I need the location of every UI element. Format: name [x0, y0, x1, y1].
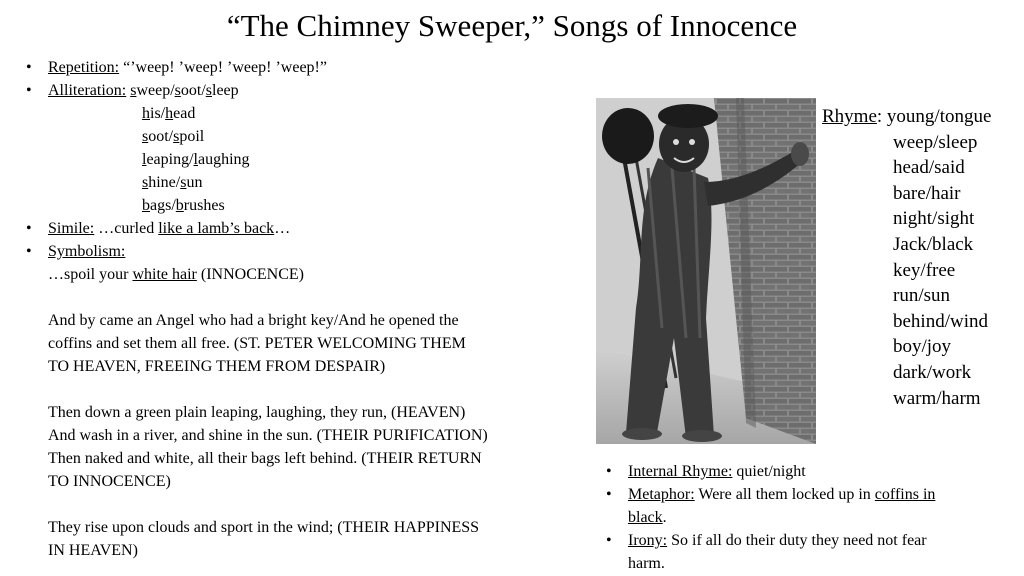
internal-rhyme-label: Internal Rhyme: [628, 463, 733, 480]
rhyme-pair: dark/work [893, 361, 972, 383]
rhyme-label: Rhyme [822, 106, 877, 127]
symbolism-item [22, 240, 592, 263]
rhyme-first-line: Rhyme: young/tongue [822, 106, 992, 127]
rhyme-pair: warm/harm [893, 387, 981, 409]
slide-title: “The Chimney Sweeper,” Songs of Innocence [226, 8, 798, 43]
internal-rhyme-item: • Internal Rhyme: quiet/night [602, 460, 1012, 483]
chimney-sweep-photo [596, 98, 816, 444]
symbolism-paragraph-4: They rise upon clouds and sport in the wind; (THEIR HAPPINESS IN HEAVEN) [48, 519, 480, 559]
rhyme-pair: bare/hair [893, 182, 961, 204]
rhyme-pair: head/said [893, 157, 965, 179]
rhyme-pair: Jack/black [893, 233, 974, 255]
symbolism-line: …spoil your white hair (INNOCENCE) [48, 266, 304, 283]
rhyme-pair: behind/wind [893, 310, 988, 332]
symbolism-paragraph-2: And by came an Angel who had a bright key/And he opened the coffins and set them all free. (ST. PETER WELCOMING THEM TO HEAVEN, FREEING THEM FROM DESPAIR) [48, 312, 466, 375]
irony-item: • Irony: So if all do their duty they need not fear harm. [602, 529, 1012, 575]
alliteration-pair: his/head [142, 105, 196, 122]
alliteration-pair: shine/sun [142, 174, 203, 191]
rhyme-pair: run/sun [893, 285, 950, 307]
alliteration-label: Alliteration: [48, 82, 127, 99]
simile-item: • Simile: …curled like a lamb’s back… [22, 217, 592, 240]
rhyme-pair: weep/sleep [893, 131, 978, 153]
simile-label: Simile: [48, 220, 95, 237]
rhyme-pair: boy/joy [893, 336, 952, 358]
irony-label: Irony: [628, 532, 668, 549]
metaphor-label: Metaphor: [628, 486, 695, 503]
alliteration-pair: leaping/laughing [142, 151, 250, 168]
left-column [22, 56, 592, 562]
right-bullets [602, 460, 1012, 575]
rhyme-pair: night/sight [893, 208, 975, 230]
rhyme-list [822, 104, 1022, 411]
alliteration-pair: soot/spoil [142, 128, 205, 145]
symbolism-paragraph-3: Then down a green plain leaping, laughing, they run, (HEAVEN) And wash in a river, and shine in the sun. (THEIR PURIFICATION) Then naked and white, all their bags left behind. (THEIR RETURN TO INNOCENCE) [48, 404, 488, 490]
alliteration-item [22, 79, 592, 102]
symbolism-label: Symbolism: [48, 243, 126, 260]
alliteration-pair: bags/brushes [142, 197, 225, 214]
repetition-label: Repetition: [48, 59, 120, 76]
metaphor-item: • Metaphor: Were all them locked up in coffins in black. [602, 483, 1012, 529]
repetition-text: “’weep! ’weep! ’weep! ’weep!” [119, 59, 327, 76]
repetition-item [22, 56, 592, 79]
alliteration-pair: sweep/soot/sleep [130, 82, 239, 99]
rhyme-pair: key/free [893, 259, 956, 281]
